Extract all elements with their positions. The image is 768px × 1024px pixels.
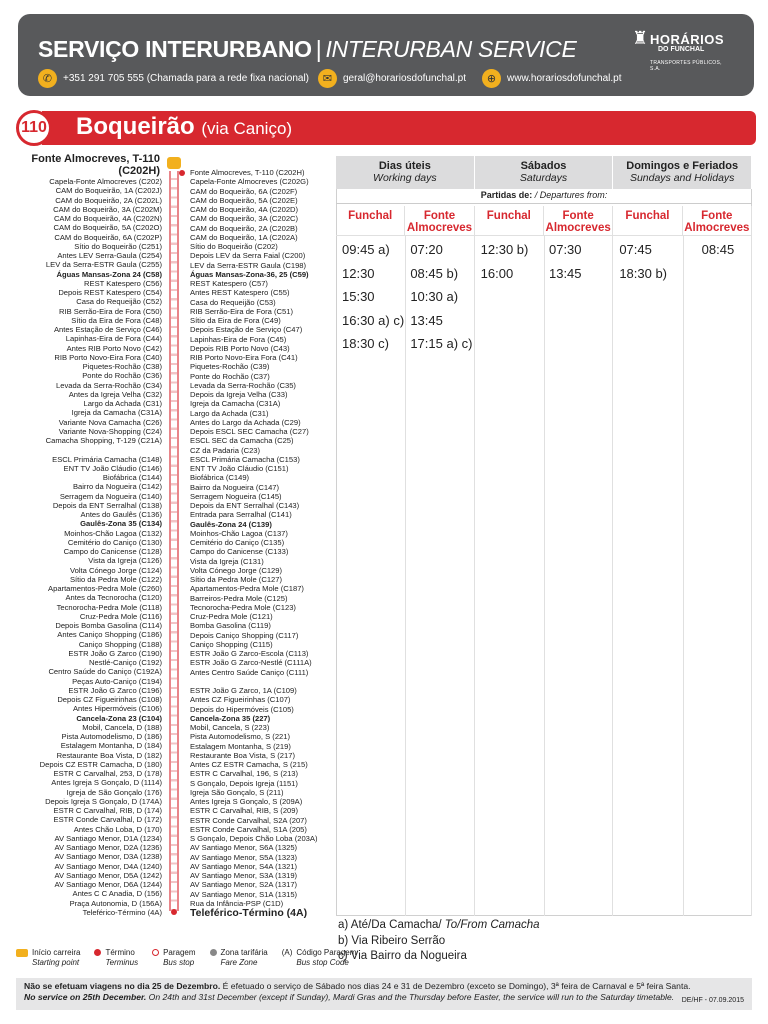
stop-item: RIB Serrão-Eira de Fora (C50) (59, 306, 162, 316)
schedule-header-row (336, 156, 752, 189)
stop-item: Cancela-Zona 35 (227) (190, 713, 271, 723)
stop-item: Estalagem Montanha, S (219) (190, 741, 291, 751)
stop-item: Depois RIB Porto Novo (C43) (190, 343, 290, 353)
departure-time: 07:20 (410, 242, 443, 257)
stop-item: Igreja da Camacha (C31A) (190, 399, 281, 409)
stop-item: Ponte do Rochão (C36) (82, 371, 162, 381)
stop-item: Vista da Igreja (C131) (190, 556, 264, 566)
stop-item: Cemitério do Caniço (C130) (67, 537, 162, 547)
stop-item: Pista Automodelismo, S (221) (190, 732, 291, 742)
email-icon: ✉ (318, 69, 337, 88)
bus-icon (16, 949, 28, 957)
stop-item: CAM do Boqueirão, 4A (C202N) (53, 214, 162, 223)
legend-stop-code: (A) Código Paragem Bus stop Code (281, 948, 357, 967)
stop-item: Igreja São Gonçalo, S (211) (190, 787, 284, 797)
stop-item: Depois da Igreja Velha (C33) (190, 390, 288, 399)
stop-item: Igreja de São Gonçalo (176) (66, 787, 162, 797)
stop-item: Variante Nova-Shopping (C24) (58, 426, 162, 436)
stop-item: Antes RIB Porto Novo (C42) (66, 343, 162, 353)
header-sundays-holidays: Domingos e Feriados Sundays and Holidays (613, 156, 752, 189)
stop-item: Casa do Requeijão (C53) (190, 297, 276, 307)
stop-item: Antes Centro Saúde Caniço (C111) (190, 667, 309, 677)
stop-item: Antes da Igreja Velha (C32) (68, 389, 162, 399)
departure-time: 13:45 (548, 265, 582, 281)
stop-item: Antes do Gaulês (C136) (80, 510, 162, 519)
stop-item: ESTR C Carvalhal, RIB, D (174) (53, 806, 162, 815)
stop-item: ESTR João G Zarco-Nestlé (C111A) (190, 658, 312, 668)
outbound-stop-list (10, 177, 162, 917)
stop-item: Bairro da Nogueira (C147) (190, 482, 280, 492)
stop-item: Águas Mansas-Zona 24 (C58) (56, 269, 162, 279)
stop-item: REST Katespero (C56) (84, 278, 162, 288)
stop-item: S Gonçalo, Depois Igreja (1151) (190, 778, 298, 788)
stop-item: Apartamentos-Pedra Mole (C187) (190, 584, 304, 594)
stop-item: Antes REST Katespero (C55) (190, 288, 290, 298)
stop-item: Sítio da Pedra Mole (C127) (190, 575, 283, 584)
time-column (613, 236, 683, 916)
time-column (336, 236, 406, 916)
stop-item: Estalagem Montanha, D (184) (60, 741, 162, 751)
legend-terminus: Término Terminus (94, 948, 138, 972)
departure-times (336, 236, 752, 916)
stop-item: Caniço Shopping (C115) (190, 639, 273, 649)
stop-item: Sítio do Boqueirão (C202) (190, 242, 278, 251)
stop-item: AV Santiago Menor, S5A (1323) (190, 852, 298, 862)
stop-item: Tecnorocha-Pedra Mole (C123) (190, 602, 296, 612)
stop-item: Cancela-Zona 23 (C104) (76, 713, 162, 723)
stop-item: Teleférico-Término (4A) (82, 907, 162, 917)
stop-item: Sítio da Eira de Fora (C48) (71, 315, 162, 325)
stop-item: RIB Porto Novo-Eira Fora (C41) (190, 353, 298, 362)
stop-item: Gaulês-Zona 35 (C134) (80, 519, 162, 529)
stop-item: CAM do Boqueirão, 1A (C202J) (55, 186, 162, 196)
stop-item: Depois Bomba Gasolina (C114) (55, 621, 162, 630)
stop-item: Antes CZ ESTR Camacha, S (215) (190, 760, 308, 769)
departure-time: 16:30 a) c) (342, 312, 405, 328)
note-a: a) Até/Da Camacha/ To/From Camacha (338, 919, 540, 931)
stop-item: Variante Nova Camacha (C26) (58, 417, 162, 427)
stop-item: Antes Igreja S Gonçalo, D (1114) (51, 778, 162, 788)
note-b: b) Via Ribeiro Serrão (338, 934, 446, 947)
globe-icon: ⊕ (482, 69, 501, 88)
stop-item: CAM do Boqueirão, 3A (C202M) (53, 204, 162, 214)
stop-item: RIB Porto Novo-Eira Fora (C40) (54, 352, 162, 362)
stop-item: Campo do Canicense (C133) (190, 547, 289, 557)
stop-item: ENT TV João Cláudio (C146) (63, 463, 162, 473)
stop-item: Sítio do Boqueirão (C251) (74, 241, 162, 251)
departure-time: 07:45 (619, 242, 652, 257)
stop-item: AV Santiago Menor, S4A (1321) (190, 861, 298, 871)
stop-item: Caniço Shopping (C188) (78, 639, 162, 649)
stop-item: AV Santiago Menor, S1A (1315) (190, 889, 298, 899)
stop-item: RIB Serrão-Eira de Fora (C51) (190, 306, 293, 316)
departures-label: Partidas de: / Departures from: (336, 190, 752, 204)
stop-item: CAM do Boqueirão, 5A (C202O) (53, 223, 162, 233)
stop-item: Mobil, Cancela, S (223) (190, 723, 270, 732)
stop-item: Tecnorocha-Pedra Mole (C118) (56, 602, 162, 612)
stop-item: Depois da ENT Serralhal (C138) (52, 500, 162, 510)
stop-item: Depois ESCL SEC Camacha (C27) (190, 427, 309, 436)
stop-item: Gaulês-Zona 24 (C139) (190, 519, 272, 529)
stop-item: CAM do Boqueirão, 5A (C202E) (190, 195, 298, 205)
stop-item: ESCL SEC da Camacha (C25) (190, 436, 294, 446)
origin-header: Funchal (613, 206, 682, 236)
departure-time: 07:30 (548, 242, 582, 257)
stop-item: Águas Mansas-Zona-36, 25 (C59) (190, 269, 309, 279)
stop-item: AV Santiago Menor, S3A (1319) (190, 871, 298, 880)
departure-time: 10:30 a) (410, 289, 459, 304)
stop-item: Cruz-Pedra Mole (C121) (190, 612, 273, 621)
stop-item: Capela-Fonte Almocreves (C202G) (190, 177, 309, 187)
stop-item: Volta Cónego Jorge (C129) (190, 565, 283, 575)
stop-item: CAM do Boqueirão, 4A (C202D) (190, 205, 299, 214)
stop-item: ESTR C Carvalhal, RIB, S (209) (190, 806, 299, 816)
stop-item: Praça Autonomia, D (156A) (69, 898, 162, 908)
departure-time: 12:30 b) (480, 242, 529, 257)
stop-item (10, 445, 162, 454)
stop-item: ESTR C Carvalhal, 196, S (213) (190, 769, 299, 779)
website-link[interactable]: ⊕ www.horariosdofunchal.pt (482, 69, 622, 88)
stop-item: Depois Estação de Serviço (C47) (190, 325, 303, 335)
footer-pt: Não se efetuam viagens no dia 25 de Dezembro. É efetuado o serviço de Sábado nos dias 24 e 31 de Dezembro (exceto se Domingo), 3ª feira de Carnaval e 5ª feira Santa. (24, 981, 691, 991)
departure-time: 09:45 a) (342, 242, 390, 257)
stop-item: CZ da Padaria (C23) (190, 445, 261, 455)
route-bar (16, 111, 756, 145)
route-spine (169, 171, 179, 911)
stop-item: LEV da Serra-ESTR Gaula (C255) (45, 260, 162, 270)
terminus-stop: Teleférico-Término (4A) (190, 908, 308, 919)
stop-item: Biofábrica (C149) (190, 473, 250, 483)
origins-row (336, 206, 752, 236)
stop-item: Nestlé-Caniço (C192) (88, 658, 162, 667)
stop-item: ESTR João G Zarco, 1A (C109) (190, 686, 297, 695)
route-name: Boqueirão (via Caniço) (76, 113, 293, 140)
terminus-dot-icon (171, 909, 177, 915)
origin-header: Fonte Almocreves (683, 206, 752, 236)
stop-item: Igreja da Camacha (C31A) (71, 408, 162, 418)
time-column (545, 236, 613, 916)
stop-item: ESCL Primária Camacha (C148) (52, 454, 162, 464)
phone-contact[interactable]: ✆ +351 291 705 555 (Chamada para a rede fixa nacional) (38, 69, 309, 88)
stop-item: CAM do Boqueirão, 6A (C202F) (190, 186, 298, 196)
legend (16, 948, 370, 972)
page-title: SERVIÇO INTERURBANO | INTERURBAN SERVICE (38, 36, 577, 62)
header-working-days: Dias úteis Working days (336, 156, 475, 189)
note-c: c) Via Bairro da Nogueira (338, 950, 467, 962)
bus-icon (167, 157, 181, 169)
terminus-dot-icon (179, 170, 185, 176)
stop-item: AV Santiago Menor, D1A (1234) (54, 833, 162, 843)
stop-item: Campo do Canicense (C128) (63, 547, 162, 556)
origin-header: Fonte Almocreves (544, 206, 613, 236)
stop-item: REST Katespero (C57) (190, 279, 268, 288)
stop-item: ESTR Conde Carvalhal, S1A (205) (190, 824, 307, 834)
stop-item: Bairro da Nogueira (C142) (72, 482, 162, 492)
stop-item: Casa do Requeijão (C52) (76, 297, 162, 307)
stop-item: Piquetes-Rochão (C39) (190, 362, 270, 372)
stop-item: Depois da ENT Serralhal (C143) (190, 501, 300, 510)
stop-item: Mobil, Cancela, D (188) (82, 722, 162, 732)
stop-item: Sítio da Eira de Fora (C49) (190, 316, 281, 325)
origin-header: Funchal (336, 206, 405, 236)
origin-header: Fonte Almocreves (405, 206, 474, 236)
document-code: DE/HF - 07.09.2015 (681, 997, 744, 1004)
stop-item: AV Santiago Menor, D2A (1236) (54, 843, 162, 852)
stop-item: Largo da Achada (C31) (83, 399, 162, 408)
time-column (406, 236, 474, 916)
stop-item: Pista Automodelismo, D (186) (61, 732, 162, 741)
stop-item: Antes Caniço Shopping (C186) (57, 630, 162, 640)
stop-item: Levada da Serra-Rochão (C34) (56, 380, 162, 390)
stop-item: Antes Igreja S Gonçalo, S (209A) (190, 797, 303, 806)
stop-item (190, 677, 340, 686)
stop-item: Cemitério do Caniço (C135) (190, 538, 285, 547)
departure-time: 13:45 (410, 312, 443, 328)
stop-dot-icon (152, 949, 159, 956)
stop-item: LEV da Serra-ESTR Gaula (C198) (190, 260, 307, 270)
stop-item: Fonte Almocreves, T-110 (C202H) (190, 168, 305, 177)
stop-item: Antes CZ Figueirinhas (C107) (190, 695, 291, 705)
stop-item: Depois Caniço Shopping (C117) (190, 630, 299, 640)
stop-item: Depois CZ ESTR Camacha, D (180) (39, 759, 162, 769)
stop-item: Vista da Igreja (C126) (88, 556, 162, 566)
stop-item: CAM do Boqueirão, 2A (C202B) (190, 223, 298, 233)
departure-time: 18:30 b) (619, 265, 668, 281)
stop-item: Antes Chão Loba, D (170) (73, 824, 162, 834)
departure-time: 17:15 a) c) (410, 336, 473, 351)
stop-item: Capela-Fonte Almocreves (C202) (49, 177, 162, 186)
stop-item: Ponte do Rochão (C37) (190, 371, 270, 381)
stop-item: Camacha Shopping, T-129 (C21A) (45, 436, 162, 445)
stop-item: Depois do Hipermóveis (C105) (190, 704, 294, 714)
stop-item: Restaurante Boa Vista, D (182) (56, 750, 162, 760)
fare-zone-icon (210, 949, 217, 956)
stop-item: AV Santiago Menor, D5A (1242) (54, 870, 162, 880)
stop-item: AV Santiago Menor, D6A (1244) (54, 880, 162, 889)
stop-item: CAM do Boqueirão, 2A (C202L) (55, 195, 162, 205)
schedule-notes (338, 918, 752, 965)
stop-item: Restaurante Boa Vista, S (217) (190, 750, 295, 760)
stop-item: Sítio da Pedra Mole (C122) (69, 574, 162, 584)
departure-time: 15:30 (342, 289, 375, 304)
stop-item: Moinhos-Chão Lagoa (C132) (64, 528, 162, 538)
footer-notice (16, 978, 752, 1010)
stop-item: ESTR Conde Carvalhal, S2A (207) (190, 815, 307, 825)
stop-item: ESCL Primária Camacha (C153) (190, 454, 300, 464)
route-line-diagram (166, 157, 182, 917)
route-number-badge: 110 (16, 110, 52, 146)
stop-item: Peças Auto-Caniço (C194) (72, 676, 162, 686)
stop-item: ESTR João G Zarco (C196) (68, 685, 162, 695)
time-column (684, 236, 752, 916)
stop-item: CAM do Boqueirão, 3A (C202C) (190, 214, 299, 224)
stop-item: Cruz-Pedra Mole (C116) (79, 611, 162, 621)
stop-item: Antes LEV Serra-Gaula (C254) (57, 251, 162, 260)
stop-item: ESTR João G Zarco (C190) (68, 648, 162, 658)
start-stop-title: Fonte Almocreves, T-110 (C202H) (31, 153, 160, 177)
tower-icon: ♜ (632, 28, 649, 48)
stop-item: ENT TV João Cláudio (C151) (190, 464, 289, 473)
legend-fare-zone: Zona tarifária Fare Zone (210, 948, 268, 972)
stop-item: Bomba Gasolina (C119) (190, 621, 271, 631)
stop-item: AV Santiago Menor, D3A (1238) (54, 852, 162, 862)
stop-item: Barreiros-Pedra Mole (C125) (190, 593, 288, 603)
return-stop-list (190, 168, 340, 919)
stop-item: Piquetes-Rochão (C38) (82, 362, 162, 371)
stop-item: ESTR C Carvalhal, 253, D (178) (53, 769, 162, 778)
stop-item: Rua da Infância-PSP (C1D) (190, 898, 284, 908)
stop-item: Entrada para Serralhal (C141) (190, 510, 292, 520)
stop-item: S Gonçalo, Depois Chão Loba (203A) (190, 834, 318, 843)
phone-icon: ✆ (38, 69, 57, 88)
footer-en: No service on 25th December. On 24th and 31st December (except if Sunday), Mardi Gras and the Thursday before Easter, the service will run to the Saturday timetable. (24, 992, 675, 1002)
stop-item: AV Santiago Menor, S6A (1325) (190, 843, 298, 853)
stop-item: ESTR João G Zarco-Escola (C113) (190, 649, 309, 658)
stop-item: Volta Cónego Jorge (C124) (69, 565, 162, 575)
stop-item: Antes Hipermóveis (C106) (72, 704, 162, 714)
stop-item: Moinhos-Chão Lagoa (C137) (190, 528, 288, 538)
stop-item: Depois Igreja S Gonçalo, D (174A) (45, 796, 162, 806)
stop-item: Antes do Largo da Achada (C29) (190, 417, 301, 427)
stop-item: Serragem da Nogueira (C140) (59, 491, 162, 501)
stop-item: ESTR Conde Carvalhal, D (172) (53, 815, 162, 825)
stop-item: Biofábrica (C144) (102, 473, 162, 482)
departure-time: 18:30 c) (342, 336, 389, 351)
header-banner (18, 14, 754, 96)
stop-item: AV Santiago Menor, S2A (1317) (190, 880, 298, 890)
stop-item: Levada da Serra-Rochão (C35) (190, 380, 296, 390)
stop-item: Depois CZ Figueirinhas (C108) (57, 695, 162, 704)
email-contact[interactable]: ✉ geral@horariosdofunchal.pt (318, 69, 466, 88)
stop-item: Lapinhas-Eira de Fora (C45) (190, 334, 287, 344)
stop-item: AV Santiago Menor, D4A (1240) (54, 861, 162, 871)
stop-item: Antes da Tecnorocha (C120) (65, 593, 162, 603)
origin-header: Funchal (475, 206, 544, 236)
stop-item: Centro Saúde do Caniço (C192A) (48, 667, 162, 677)
stop-item: Apartamentos-Pedra Mole (C260) (48, 584, 162, 593)
departure-time: 08:45 (701, 242, 735, 257)
header-saturdays: Sábados Saturdays (475, 156, 614, 189)
departure-time: 08:45 b) (410, 265, 459, 281)
company-logo[interactable]: ♜ HORÁRIOS DO FUNCHAL TRANSPORTES PÚBLICOS, S.A. (632, 28, 725, 72)
stop-item: Lapinhas-Eira de Fora (C44) (65, 334, 162, 344)
time-column (475, 236, 545, 916)
stop-item: Largo da Achada (C31) (190, 408, 269, 418)
stop-item: Depois REST Katespero (C54) (58, 288, 162, 297)
stop-item: Antes C C Anadia, D (156) (72, 889, 162, 899)
stop-item: CAM do Boqueirão, 1A (C202A) (190, 232, 298, 242)
departure-time: 16:00 (480, 265, 514, 281)
stop-item: CAM do Boqueirão, 6A (C202P) (54, 232, 162, 242)
legend-stop: Paragem Bus stop (152, 948, 195, 972)
legend-start: Início carreira Starting point (16, 948, 80, 972)
stop-item: Serragem Nogueira (C145) (190, 491, 282, 501)
stop-item: Depois LEV da Serra Faial (C200) (190, 251, 306, 261)
terminus-dot-icon (94, 949, 101, 956)
departure-time: 12:30 (342, 265, 375, 281)
stop-item: Antes Estação de Serviço (C46) (53, 325, 162, 334)
